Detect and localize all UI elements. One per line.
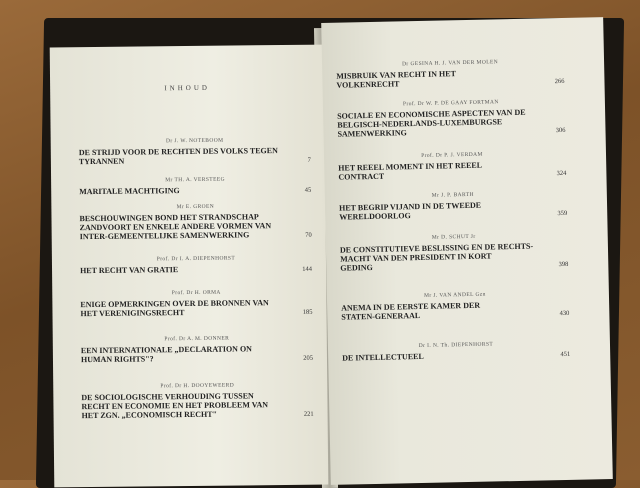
contents-heading: INHOUD [164,83,210,93]
entry-page-number: 324 [556,169,567,178]
entry-author: Mr J. VAN ANDEL Gzn [423,291,486,299]
entry-title: ENIGE OPMERKINGEN OVER DE BRONNEN VAN HET VERENIGINGSRECHT [80,298,269,319]
entry-page-number: 205 [303,354,314,362]
toc-entry [80,255,312,275]
toc-entry [79,176,311,196]
entry-page-number: 266 [554,77,565,86]
entry-author: Mr D. SCHUT Jr [431,233,476,241]
toc-entry [81,382,313,420]
entry-author: Dr GESINA H. J. VAN DER MOLEN [401,59,499,68]
entry-author: Prof. Dr H. DOOYEWEERD [160,382,235,390]
entry-author: Prof. Dr H. ORMA [171,289,221,297]
entry-page-number: 70 [305,231,312,239]
entry-page-number: 451 [560,350,571,359]
entry-title: DE SOCIOLOGISCHE VERHOUDING TUSSEN RECHT EN ECONOMIE EN HET PROBLEEM VAN HET ZGN. „ECONOMISCH RECHT" [81,391,269,421]
toc-entry [81,335,313,364]
toc-entry [342,340,570,363]
entry-title: DE INTELLECTUEEL [342,351,424,363]
entry-title: SOCIALE EN ECONOMISCHE ASPECTEN VAN DE BELGISCH-NEDERLANDS-LUXEMBURGSE SAMENWERKING [337,107,526,139]
entry-author: Mr TH. A. VERSTEEG [165,176,225,184]
entry-page-number: 221 [303,410,314,418]
entry-title: DE CONSTITUTIEVE BESLISSING EN DE RECHTS- MACHT VAN DEN PRESIDENT IN KORT GEDING [339,241,534,273]
toc-entry [79,137,311,166]
entry-author: Prof. Dr I. A. DIEPENHORST [156,255,236,263]
entry-author: Dr I. N. Th. DIEPENHORST [418,341,494,350]
toc-entry [338,150,567,182]
entry-title: HET RECHT VAN GRATIE [79,265,179,276]
entry-page-number: 306 [555,126,566,135]
toc-entry [337,98,566,139]
entry-title: MISBRUIK VAN RECHT IN HET VOLKENRECHT [336,69,456,90]
entry-title: ANEMA IN DE EERSTE KAMER DER STATEN-GENERAAL [341,300,481,322]
toc-entry [340,232,569,273]
entry-page-number: 7 [307,156,311,164]
toc-entry [336,58,565,90]
entry-author: Prof. Dr P. J. VERDAM [421,151,483,159]
entry-page-number: 430 [559,309,570,318]
entry-title: MARITALE MACHTIGING [79,186,180,197]
entry-title: BESCHOUWINGEN BOND HET STRANDSCHAP ZANDVOORT EN ENKELE ANDERE VORMEN VAN INTER-GEMEENTELIJKE SAMENWERKING [79,212,272,242]
entry-author: Mr E. GROEN [176,203,215,211]
entry-title: HET REEEL MOMENT IN HET REEEL CONTRACT [338,160,483,182]
entry-author: Mr J. P. BARTH [431,191,474,199]
toc-entry [339,190,568,222]
entry-page-number: 144 [302,265,313,273]
entry-author: Dr J. W. NOTEBOOM [165,137,224,145]
toc-entry [80,289,312,318]
entry-title: EEN INTERNATIONALE „DECLARATION ON HUMAN RIGHTS"? [80,344,252,365]
entry-title: HET BEGRIP VIJAND IN DE TWEEDE WERELDOORLOG [338,200,482,222]
toc-entry [341,290,570,322]
entry-author: Prof. Dr W. P. DE GAAY FORTMAN [402,99,499,108]
right-page [321,17,613,485]
left-page [50,45,329,488]
entry-page-number: 45 [304,186,312,194]
entry-title: DE STRIJD VOOR DE RECHTEN DES VOLKS TEGEN TYRANNEN [78,146,278,167]
entry-page-number: 185 [302,308,313,316]
entry-author: Prof. Dr A. M. DONNER [164,335,230,343]
toc-entry [79,203,311,241]
entry-page-number: 359 [557,209,568,218]
entry-page-number: 398 [558,260,569,269]
